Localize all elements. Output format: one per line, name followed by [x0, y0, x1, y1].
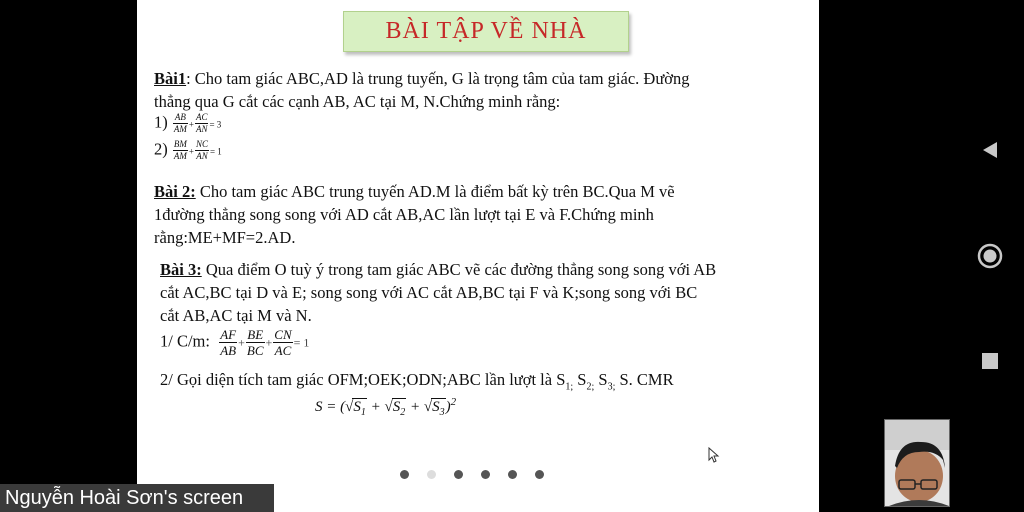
- presenter-screen-label: Nguyễn Hoài Sơn's screen: [0, 484, 274, 512]
- page-dot-active[interactable]: [427, 470, 436, 479]
- fraction: $\frac{CN}{AC}$: [274, 327, 292, 358]
- bai1-item2-label: 2): [154, 139, 168, 159]
- bai3-formula: $S = (√S_1 + √S_2 + √S_3)^2$: [315, 396, 457, 418]
- fraction: $\frac{AB}{AM}$: [173, 112, 187, 134]
- page-dot[interactable]: [481, 470, 490, 479]
- fraction: $\frac{BE}{BC}$: [246, 327, 264, 358]
- bai3-cm-label: 1/ C/m:: [160, 331, 210, 351]
- bai1-item1-label: 1): [154, 112, 168, 132]
- back-triangle-icon: [980, 140, 1000, 160]
- bai3-line3: cắt AB,AC tại M và N.: [160, 306, 312, 325]
- fraction: $\frac{BM}{AM}$: [173, 139, 187, 161]
- bai3-line2: cắt AC,BC tại D và E; song song với AC cắt AB,BC tại F và K;song song với BC: [160, 283, 698, 302]
- bai3-cm: 1/ C/m: $\frac{AF}{AB}$ + $\frac{BE}{BC}$ + $\frac{CN}{AC}$ = 1: [160, 327, 310, 358]
- page-dot[interactable]: [508, 470, 517, 479]
- bai2-line3: rằng:ME+MF=2.AD.: [154, 228, 296, 247]
- fraction: $\frac{AC}{AN}$: [195, 112, 208, 134]
- bai1-item1: 1) $\frac{AB}{AM}$ + $\frac{AC}{AN}$ = 3: [154, 112, 222, 134]
- fraction: $\frac{AF}{AB}$: [220, 327, 237, 358]
- bai1-line1: [154, 69, 690, 89]
- bai1-text1: : Cho tam giác ABC,AD là trung tuyến, G là trọng tâm của tam giác. Đường: [186, 69, 690, 88]
- bai3-label: Bài 3:: [160, 260, 202, 279]
- home-button[interactable]: [956, 243, 1024, 269]
- bai2-line1: Bài 2: Cho tam giác ABC trung tuyến AD.M là điểm bất kỳ trên BC.Qua M vẽ: [154, 182, 675, 201]
- recents-square-icon: [981, 352, 999, 370]
- slide-title: BÀI TẬP VỀ NHÀ: [385, 18, 587, 44]
- person-avatar-icon: [885, 420, 949, 506]
- bai1-item2: 2) $\frac{BM}{AM}$ + $\frac{NC}{AN}$ = 1: [154, 139, 222, 161]
- shared-slide: [137, 0, 819, 512]
- slide-title-box: [343, 11, 629, 52]
- bai2-line2: 1đường thẳng song song với AD cắt AB,AC lần lượt tại E và F.Chứng minh: [154, 205, 654, 224]
- recents-button[interactable]: [956, 352, 1024, 370]
- bai2-label: Bài 2:: [154, 182, 196, 201]
- page-dot[interactable]: [454, 470, 463, 479]
- page-dot[interactable]: [535, 470, 544, 479]
- bai1-line2: thẳng qua G cắt các cạnh AB, AC tại M, N.Chứng minh rằng:: [154, 92, 561, 111]
- back-button[interactable]: [956, 140, 1024, 160]
- bai3-line1: Bài 3: Qua điểm O tuỳ ý trong tam giác ABC vẽ các đường thẳng song song với AB: [160, 260, 717, 279]
- webcam-thumbnail[interactable]: [884, 419, 950, 507]
- bai1-label: Bài1: [154, 69, 187, 88]
- mouse-cursor-icon: [708, 447, 720, 463]
- bai3-q2: 2/ Gọi diện tích tam giác OFM;OEK;ODN;ABC lần lượt là $S_{1;}$ $S_{2;}$ $S_{3;}$ S. CMR: [160, 370, 674, 393]
- android-nav-bar: [956, 0, 1024, 512]
- page-dot[interactable]: [400, 470, 409, 479]
- fraction: $\frac{NC}{AN}$: [195, 139, 208, 161]
- home-circle-icon: [977, 243, 1003, 269]
- slide-page-dots[interactable]: [400, 470, 544, 479]
